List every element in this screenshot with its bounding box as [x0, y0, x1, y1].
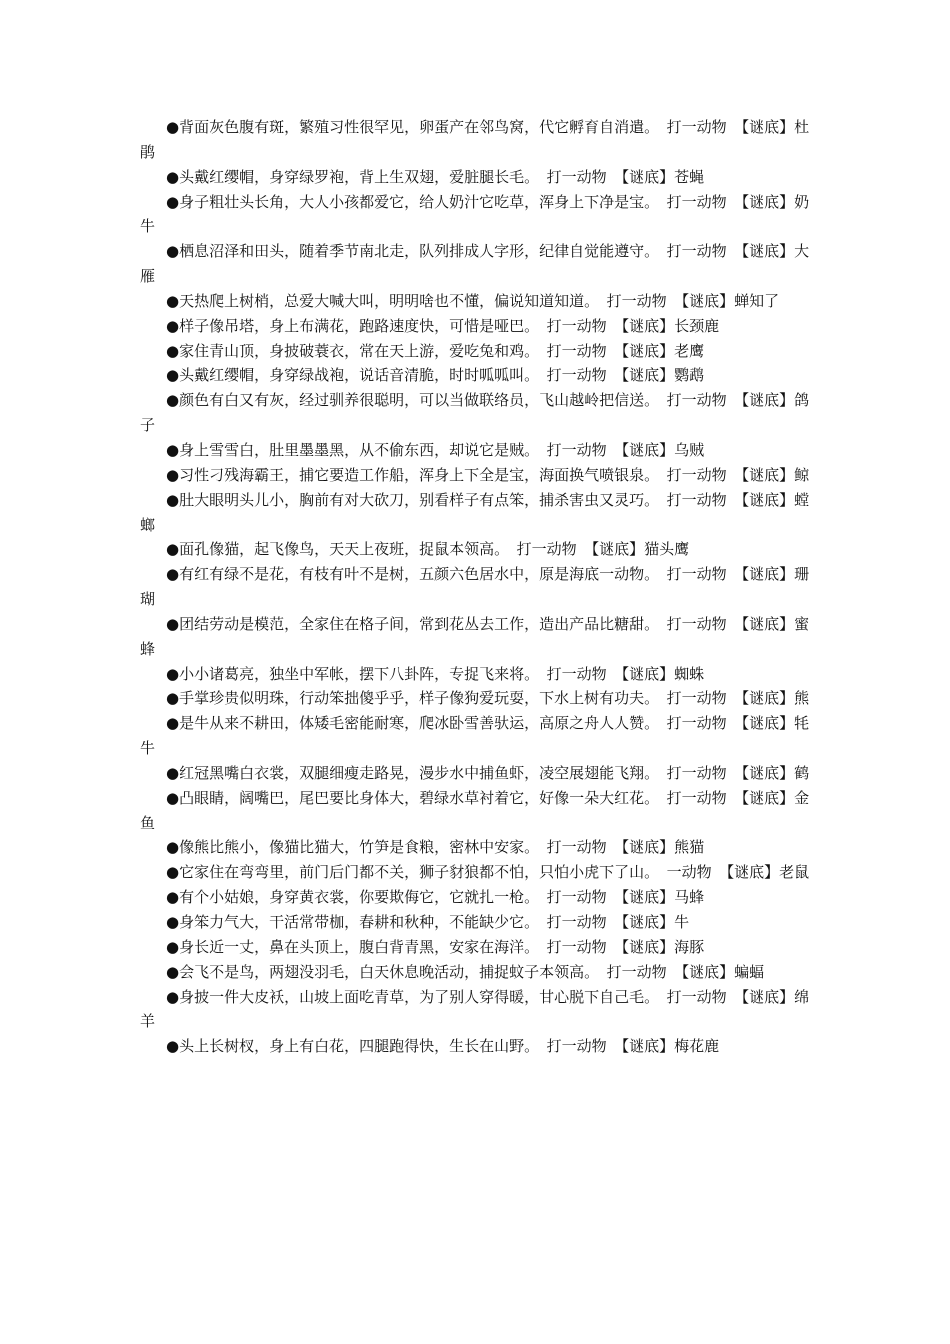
riddle-item: ●是牛从来不耕田，体矮毛密能耐寒，爬冰卧雪善驮运，高原之舟人人赞。 打一动物 【谜底】牦牛 — [140, 714, 810, 758]
riddle-item: ●头戴红缨帽，身穿绿罗袍，背上生双翅，爱脏腿长毛。 打一动物 【谜底】苍蝇 — [166, 167, 705, 186]
riddle-item: ●肚大眼明头儿小，胸前有对大砍刀，别看样子有点笨，捕杀害虫又灵巧。 打一动物 【谜底】螳螂 — [140, 490, 810, 534]
riddle-item: ●身子粗壮头长角，大人小孩都爱它，给人奶汁它吃草，浑身上下净是宝。 打一动物 【谜底】奶牛 — [140, 192, 810, 236]
riddle-item: ●身长近一丈，鼻在头顶上，腹白背青黑，安家在海洋。 打一动物 【谜底】海豚 — [166, 937, 705, 956]
riddle-item: ●小小诸葛亮，独坐中军帐，摆下八卦阵，专捉飞来将。 打一动物 【谜底】蜘蛛 — [166, 664, 705, 683]
riddle-item: ●身笨力气大，干活常带枷，春耕和秋种，不能缺少它。 打一动物 【谜底】牛 — [166, 913, 690, 931]
riddle-item: ●有红有绿不是花，有枝有叶不是树，五颜六色居水中，原是海底一动物。 打一动物 【谜底】珊瑚 — [140, 565, 810, 609]
riddle-item: ●它家住在弯弯里，前门后门都不关，狮子豺狼都不怕，只怕小虎下了山。 一动物 【谜底】老鼠 — [166, 863, 810, 882]
riddle-item: ●天热爬上树梢，总爱大喊大叫，明明啥也不懂，偏说知道知道。 打一动物 【谜底】蝉知了 — [166, 291, 780, 310]
riddle-item: ●颜色有白又有灰，经过驯养很聪明，可以当做联络员，飞山越岭把信送。 打一动物 【谜底】鸽子 — [140, 391, 810, 435]
riddle-item: ●样子像吊塔，身上布满花，跑路速度快，可惜是哑巴。 打一动物 【谜底】长颈鹿 — [166, 316, 720, 335]
riddle-item: ●栖息沼泽和田头，随着季节南北走，队列排成人字形，纪律自觉能遵守。 打一动物 【谜底】大雁 — [140, 242, 810, 286]
riddle-item: ●像熊比熊小，像猫比猫大，竹笋是食粮，密林中安家。 打一动物 【谜底】熊猫 — [166, 838, 705, 857]
riddle-item: ●身上雪雪白，肚里墨墨黑，从不偷东西，却说它是贼。 打一动物 【谜底】乌贼 — [166, 440, 705, 459]
riddle-item: ●头戴红缨帽，身穿绿战袍，说话音清脆，时时呱呱叫。 打一动物 【谜底】鹦鹉 — [166, 366, 705, 385]
riddle-item: ●习性刁残海霸王，捕它要造工作船，浑身上下全是宝，海面换气喷银泉。 打一动物 【谜底】鲸 — [166, 465, 810, 484]
document-page — [140, 115, 812, 1059]
riddle-item: ●红冠黑嘴白衣裳，双腿细瘦走路晃，漫步水中捕鱼虾，凌空展翅能飞翔。 打一动物 【谜底】鹤 — [166, 763, 810, 782]
riddle-item: ●头上长树杈，身上有白花，四腿跑得快，生长在山野。 打一动物 【谜底】梅花鹿 — [166, 1037, 720, 1056]
riddle-item: ●身披一件大皮袄，山坡上面吃青草，为了别人穿得暖，甘心脱下自己毛。 打一动物 【谜底】绵羊 — [140, 987, 810, 1031]
riddle-item: ●家住青山顶，身披破蓑衣，常在天上游，爱吃兔和鸡。 打一动物 【谜底】老鹰 — [166, 341, 705, 360]
riddle-item: ●手掌珍贵似明珠，行动笨拙傻乎乎，样子像狗爱玩耍，下水上树有功夫。 打一动物 【谜底】熊 — [166, 689, 810, 708]
riddle-item: ●面孔像猫，起飞像鸟，天天上夜班，捉鼠本领高。 打一动物 【谜底】猫头鹰 — [166, 540, 690, 559]
riddle-item: ●背面灰色腹有斑，繁殖习性很罕见，卵蛋产在邻鸟窝，代它孵育自消遣。 打一动物 【谜底】杜鹃 — [140, 118, 810, 161]
riddle-item: ●会飞不是鸟，两翅没羽毛，白天休息晚活动，捕捉蚊子本领高。 打一动物 【谜底】蝙蝠 — [166, 962, 765, 981]
riddle-item: ●凸眼睛，阔嘴巴，尾巴要比身体大，碧绿水草衬着它，好像一朵大红花。 打一动物 【谜底】金鱼 — [140, 788, 810, 832]
riddle-item: ●团结劳动是模范，全家住在格子间，常到花丛去工作，造出产品比糖甜。 打一动物 【谜底】蜜蜂 — [140, 614, 810, 658]
riddle-item: ●有个小姑娘，身穿黄衣裳，你要欺侮它，它就扎一枪。 打一动物 【谜底】马蜂 — [166, 888, 705, 907]
